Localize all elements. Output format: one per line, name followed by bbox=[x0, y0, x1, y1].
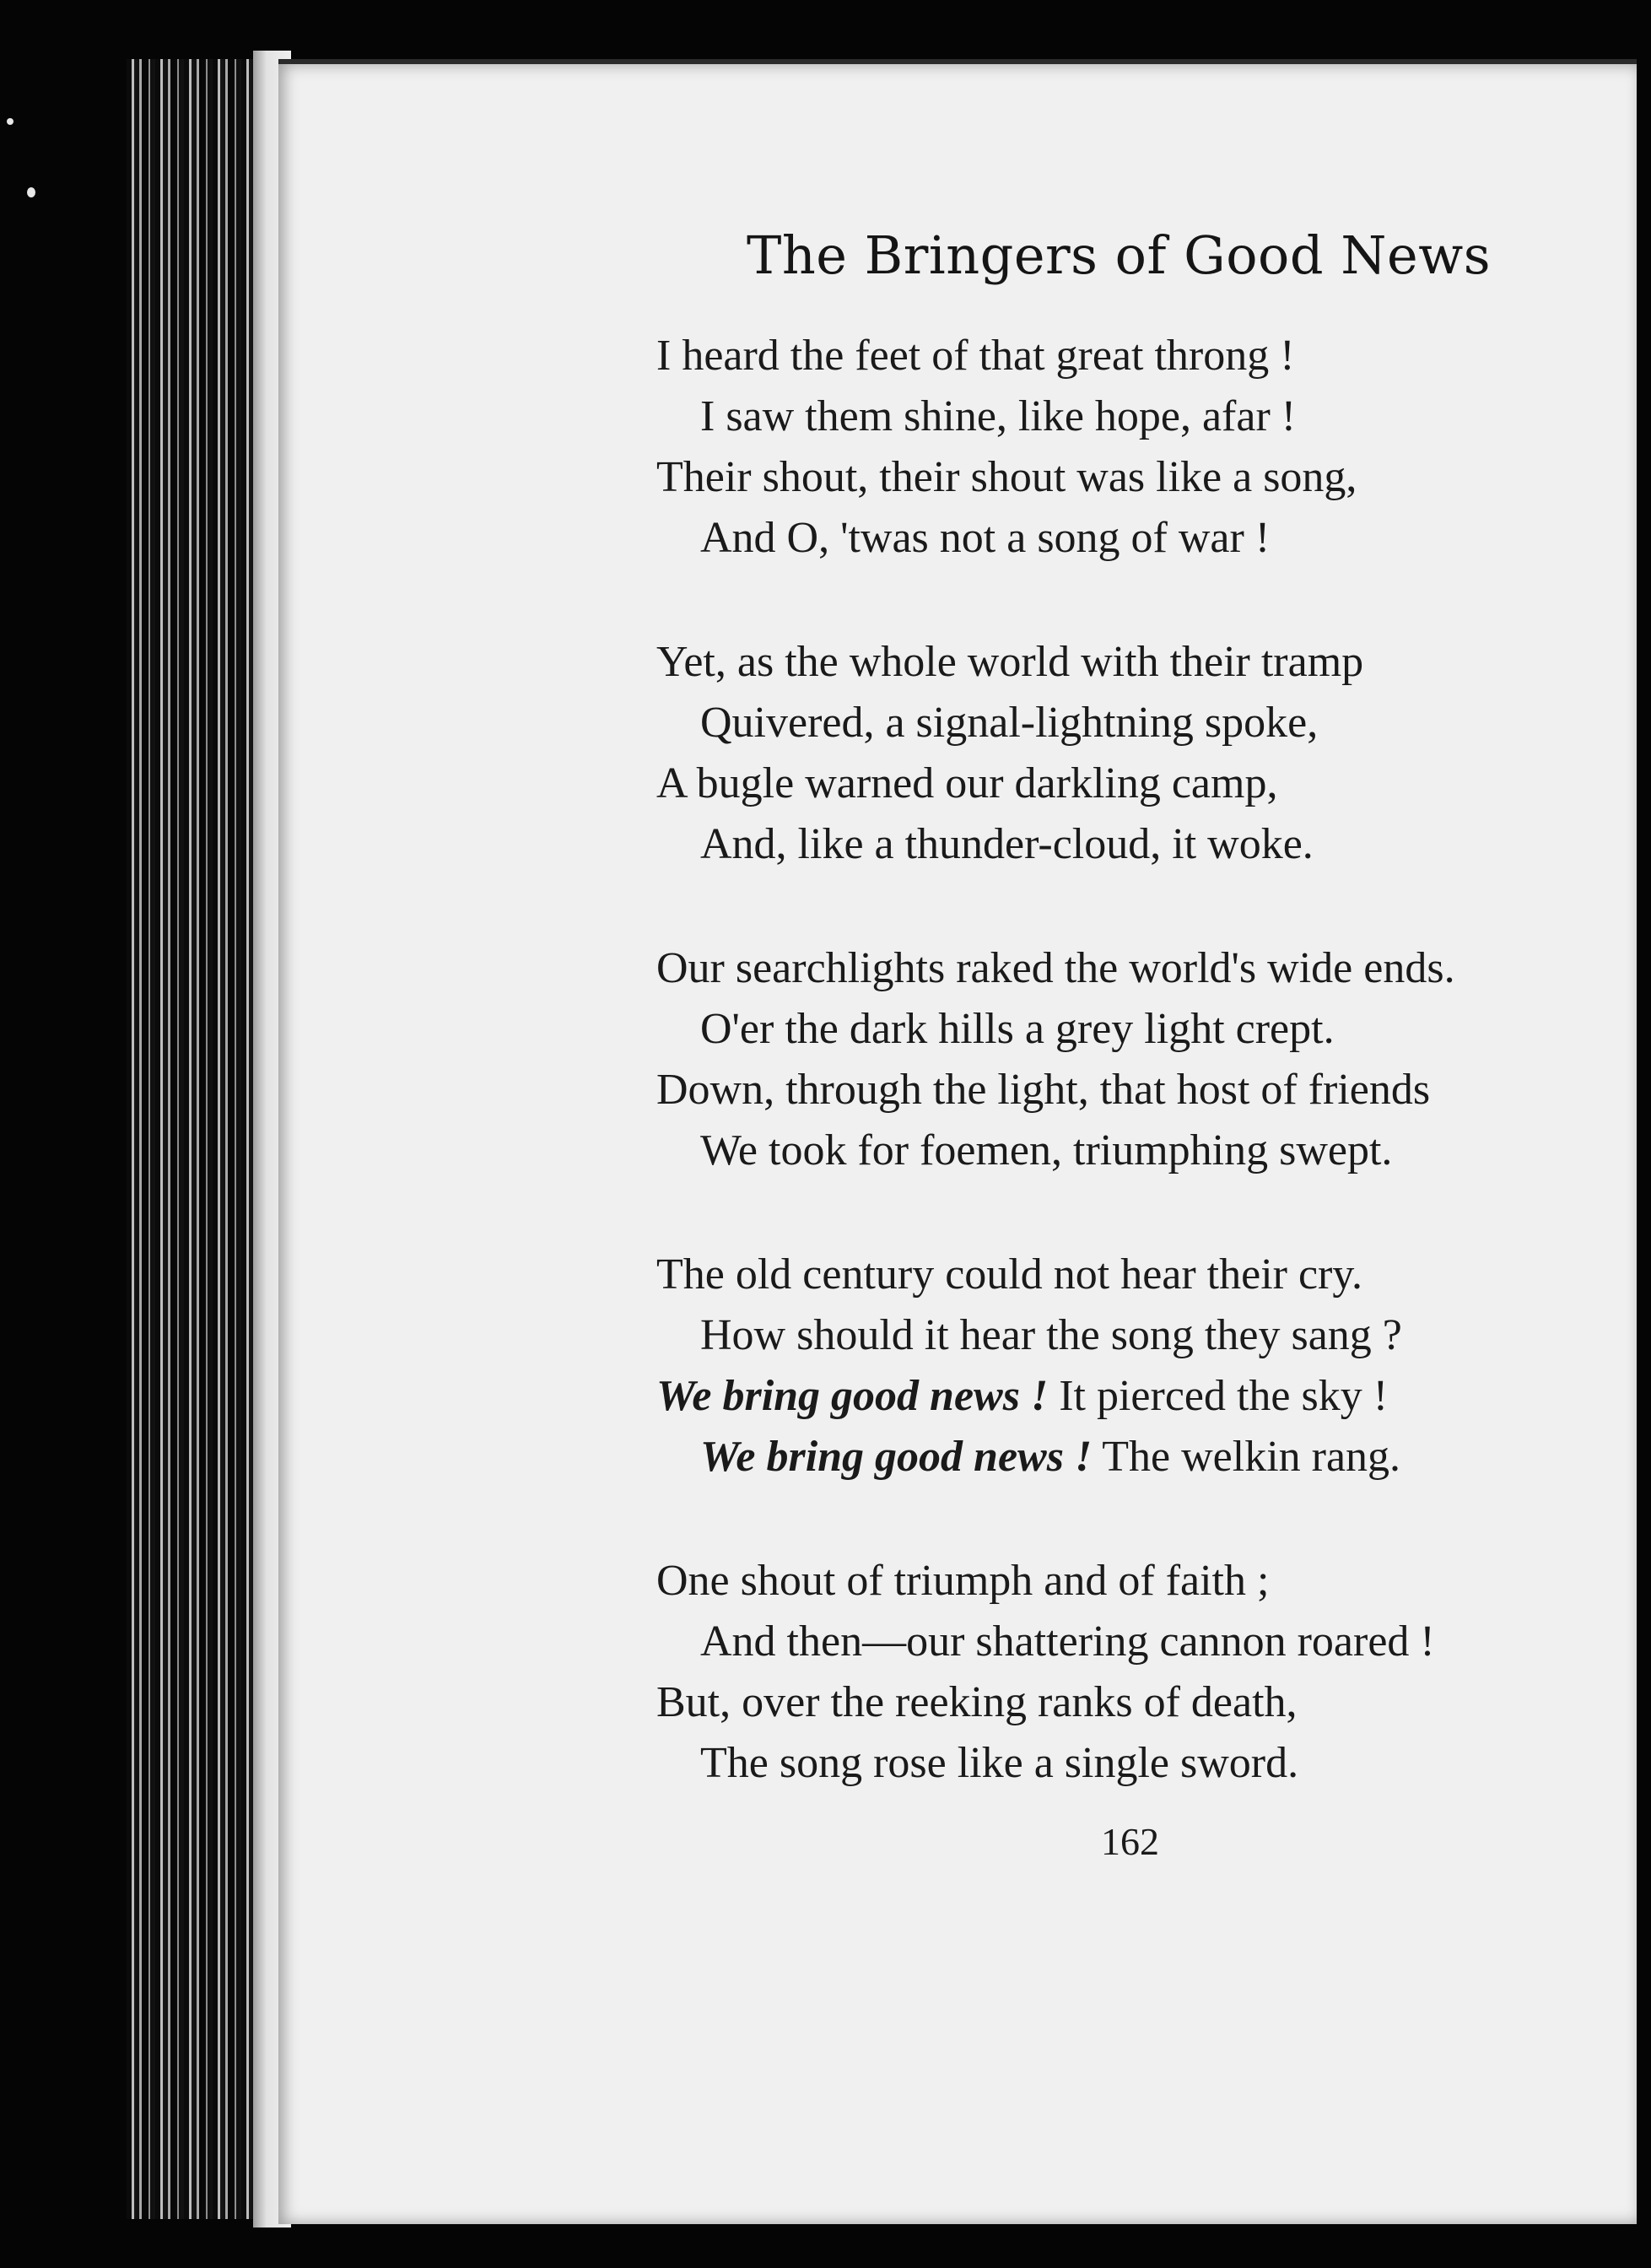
poem-line: And O, 'twas not a song of war ! bbox=[700, 514, 1271, 562]
poem-line: The old century could not hear their cry. bbox=[656, 1250, 1362, 1299]
poem-line: But, over the reeking ranks of death, bbox=[656, 1678, 1298, 1726]
poem-line: I saw them shine, like hope, afar ! bbox=[700, 392, 1297, 440]
stanza-4 bbox=[656, 1245, 1455, 1488]
poem-line: Their shout, their shout was like a song, bbox=[656, 453, 1357, 501]
poem-line: Quivered, a signal-lightning spoke, bbox=[700, 699, 1319, 747]
poem-line: The song rose like a single sword. bbox=[700, 1739, 1299, 1787]
poem-line bbox=[656, 1427, 1455, 1488]
poem-line: We took for foemen, triumphing swept. bbox=[700, 1126, 1393, 1174]
book-page bbox=[278, 59, 1637, 2224]
italic-refrain: We bring good news ! bbox=[700, 1433, 1093, 1481]
italic-refrain: We bring good news ! bbox=[656, 1372, 1049, 1420]
poem-line: One shout of triumph and of faith ; bbox=[656, 1557, 1270, 1605]
poem-line: How should it hear the song they sang ? bbox=[700, 1311, 1402, 1359]
poem-line bbox=[656, 1366, 1455, 1427]
stanza-5 bbox=[656, 1551, 1455, 1794]
poem-title: The Bringers of Good News bbox=[747, 224, 1492, 286]
line-continuation: The welkin rang. bbox=[1092, 1433, 1401, 1481]
poem-body bbox=[656, 326, 1455, 1857]
poem-line: A bugle warned our darkling camp, bbox=[656, 759, 1278, 807]
stanza-1 bbox=[656, 326, 1455, 569]
poem-line: O'er the dark hills a grey light crept. bbox=[700, 1005, 1335, 1053]
poem-line: And then—our shattering cannon roared ! bbox=[700, 1617, 1435, 1666]
book-spine bbox=[127, 59, 270, 2219]
line-continuation: It pierced the sky ! bbox=[1048, 1372, 1389, 1420]
poem-line: Our searchlights raked the world's wide ends. bbox=[656, 944, 1455, 992]
page-number: 162 bbox=[1101, 1820, 1159, 1863]
poem-line: I heard the feet of that great throng ! bbox=[656, 332, 1295, 380]
poem-line: Yet, as the whole world with their tramp bbox=[656, 638, 1364, 686]
stanza-2 bbox=[656, 632, 1455, 875]
stanza-3 bbox=[656, 938, 1455, 1181]
dust-speck bbox=[7, 118, 13, 125]
dust-speck bbox=[27, 187, 35, 197]
poem-line: And, like a thunder-cloud, it woke. bbox=[700, 820, 1314, 868]
poem-line: Down, through the light, that host of friends bbox=[656, 1066, 1431, 1114]
